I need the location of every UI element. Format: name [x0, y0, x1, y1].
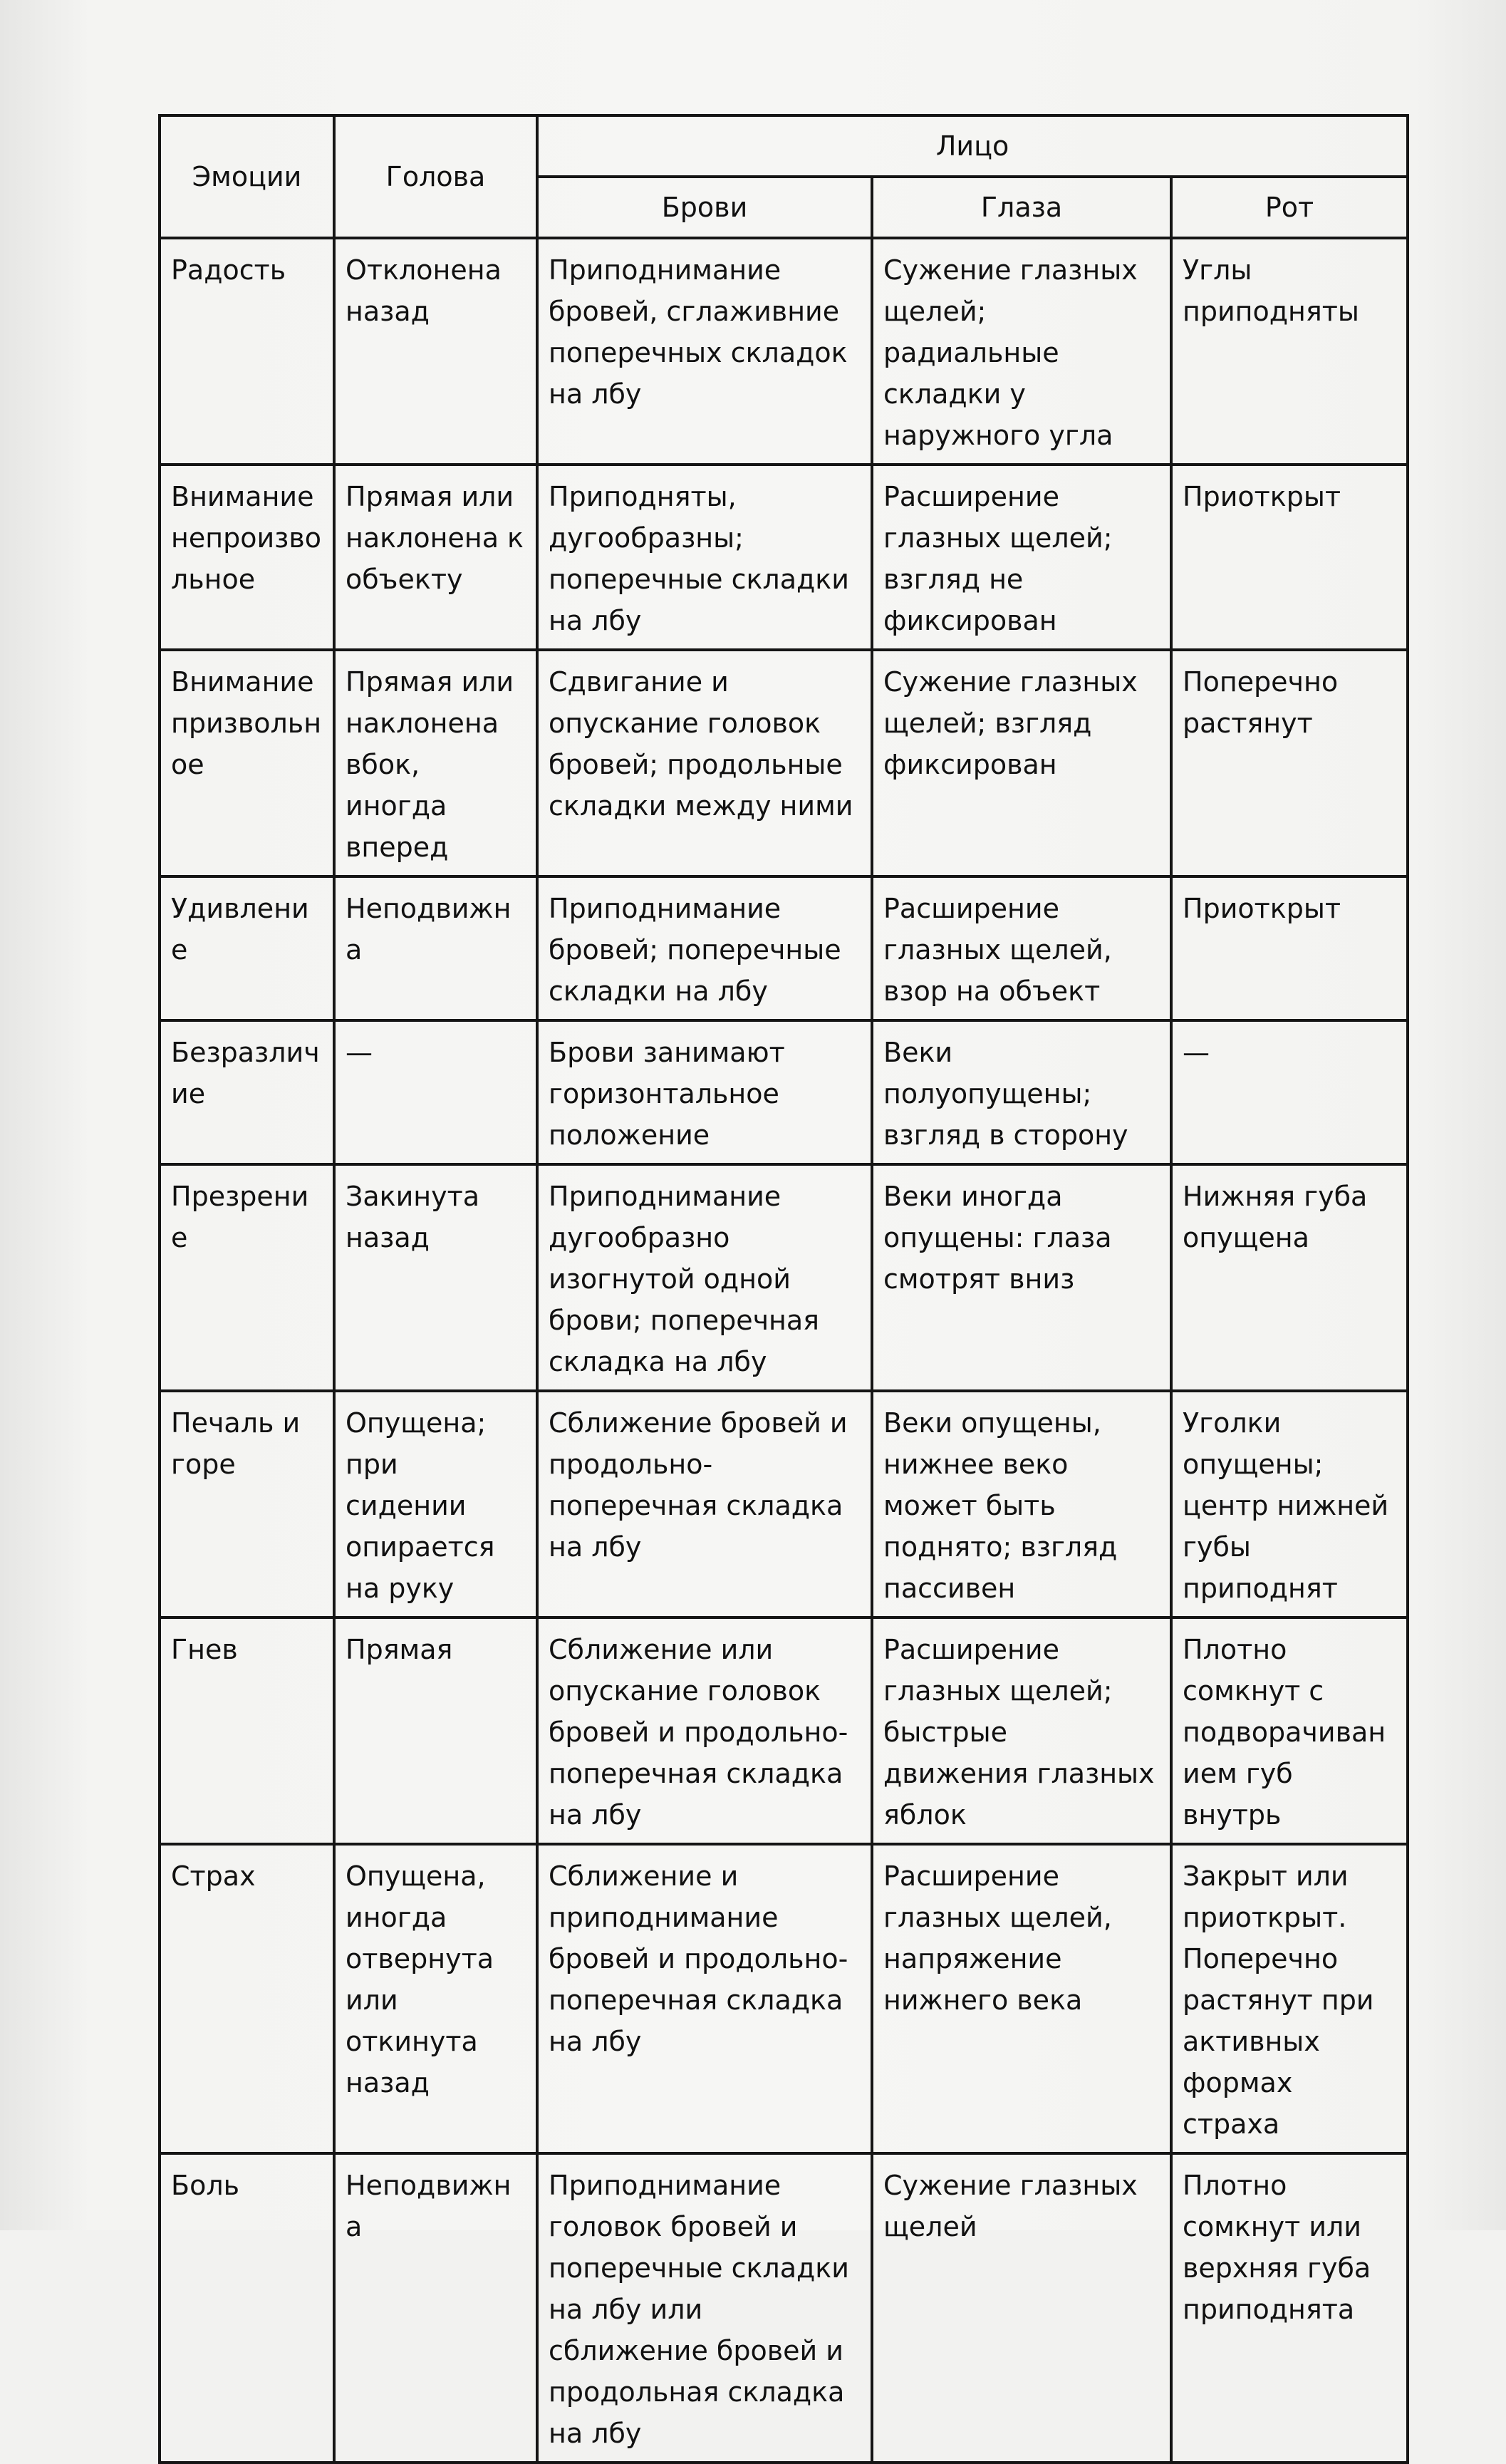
table-row — [160, 1844, 1408, 2153]
cell-eyes: Веки опущены, нижнее веко может быть поднято; взгляд пассивен — [872, 1391, 1171, 1617]
cell-emotion: Презрение — [160, 1164, 334, 1391]
table-row — [160, 650, 1408, 876]
cell-head: Неподвижна — [334, 2153, 537, 2463]
cell-mouth: — — [1171, 1020, 1408, 1164]
cell-eyes: Веки иногда опущены: глаза смотрят вниз — [872, 1164, 1171, 1391]
cell-eyes: Расширение глазных щелей; взгляд не фиксирован — [872, 465, 1171, 650]
cell-brows: Брови занимают горизонтальное положение — [537, 1020, 872, 1164]
table-row — [160, 1020, 1408, 1164]
cell-brows: Приподнимание бровей, сглаживние поперечных складок на лбу — [537, 238, 872, 465]
cell-eyes: Сужение глазных щелей; взгляд фиксирован — [872, 650, 1171, 876]
header-face: Лицо — [537, 115, 1408, 177]
cell-head: Прямая — [334, 1617, 537, 1844]
cell-mouth: Закрыт или приоткрыт. Поперечно растянут при активных формах страха — [1171, 1844, 1408, 2153]
header-head: Голова — [334, 115, 537, 238]
cell-emotion: Гнев — [160, 1617, 334, 1844]
cell-emotion: Боль — [160, 2153, 334, 2463]
table-body — [160, 238, 1408, 2463]
header-brows: Брови — [537, 177, 872, 238]
cell-emotion: Радость — [160, 238, 334, 465]
cell-head: Прямая или наклонена вбок, иногда вперед — [334, 650, 537, 876]
table-row — [160, 465, 1408, 650]
cell-head: Опущена; при сидении опирается на руку — [334, 1391, 537, 1617]
table-row — [160, 1164, 1408, 1391]
cell-emotion: Безразличие — [160, 1020, 334, 1164]
cell-emotion: Печаль и горе — [160, 1391, 334, 1617]
table-header — [160, 115, 1408, 238]
cell-mouth: Нижняя губа опущена — [1171, 1164, 1408, 1391]
table-row — [160, 2153, 1408, 2463]
cell-brows: Приподнимание бровей; поперечные складки на лбу — [537, 876, 872, 1020]
cell-eyes: Расширение глазных щелей, взор на объект — [872, 876, 1171, 1020]
cell-mouth: Приоткрыт — [1171, 465, 1408, 650]
cell-brows: Сближение бровей и продольно-поперечная складка на лбу — [537, 1391, 872, 1617]
table-row — [160, 1391, 1408, 1617]
cell-mouth: Поперечно растянут — [1171, 650, 1408, 876]
cell-head: Прямая или наклонена к объекту — [334, 465, 537, 650]
cell-emotion: Страх — [160, 1844, 334, 2153]
emotions-table — [158, 114, 1409, 2464]
cell-mouth: Плотно сомкнут или верхняя губа приподнята — [1171, 2153, 1408, 2463]
cell-eyes: Расширение глазных щелей; быстрые движения глазных яблок — [872, 1617, 1171, 1844]
cell-mouth: Уголки опущены; центр нижней губы приподнят — [1171, 1391, 1408, 1617]
cell-emotion: Удивление — [160, 876, 334, 1020]
cell-head: Опущена, иногда отвернута или откинута назад — [334, 1844, 537, 2153]
cell-eyes: Расширение глазных щелей, напряжение нижнего века — [872, 1844, 1171, 2153]
header-row-top — [160, 115, 1408, 177]
table-row — [160, 1617, 1408, 1844]
header-emotions: Эмоции — [160, 115, 334, 238]
cell-emotion: Внимание непроизвольное — [160, 465, 334, 650]
cell-mouth: Углы приподняты — [1171, 238, 1408, 465]
cell-head: — — [334, 1020, 537, 1164]
cell-brows: Приподнимание головок бровей и поперечные складки на лбу или сближение бровей и продольная складка на лбу — [537, 2153, 872, 2463]
cell-eyes: Веки полуопущены; взгляд в сторону — [872, 1020, 1171, 1164]
cell-eyes: Сужение глазных щелей — [872, 2153, 1171, 2463]
cell-brows: Сближение и приподнимание бровей и продольно-поперечная складка на лбу — [537, 1844, 872, 2153]
cell-brows: Сближение или опускание головок бровей и продольно-поперечная складка на лбу — [537, 1617, 872, 1844]
table-row — [160, 876, 1408, 1020]
cell-head: Закинута назад — [334, 1164, 537, 1391]
cell-brows: Приподнимание дугообразно изогнутой одной брови; поперечная складка на лбу — [537, 1164, 872, 1391]
header-mouth: Рот — [1171, 177, 1408, 238]
cell-eyes: Сужение глазных щелей; радиальные складки у наружного угла — [872, 238, 1171, 465]
table-row — [160, 238, 1408, 465]
cell-brows: Сдвигание и опускание головок бровей; продольные складки между ними — [537, 650, 872, 876]
cell-head: Отклонена назад — [334, 238, 537, 465]
cell-mouth: Плотно сомкнут с подворачиванием губ внутрь — [1171, 1617, 1408, 1844]
cell-head: Неподвижна — [334, 876, 537, 1020]
header-eyes: Глаза — [872, 177, 1171, 238]
cell-emotion: Внимание призвольное — [160, 650, 334, 876]
cell-mouth: Приоткрыт — [1171, 876, 1408, 1020]
cell-brows: Приподняты, дугообразны; поперечные складки на лбу — [537, 465, 872, 650]
